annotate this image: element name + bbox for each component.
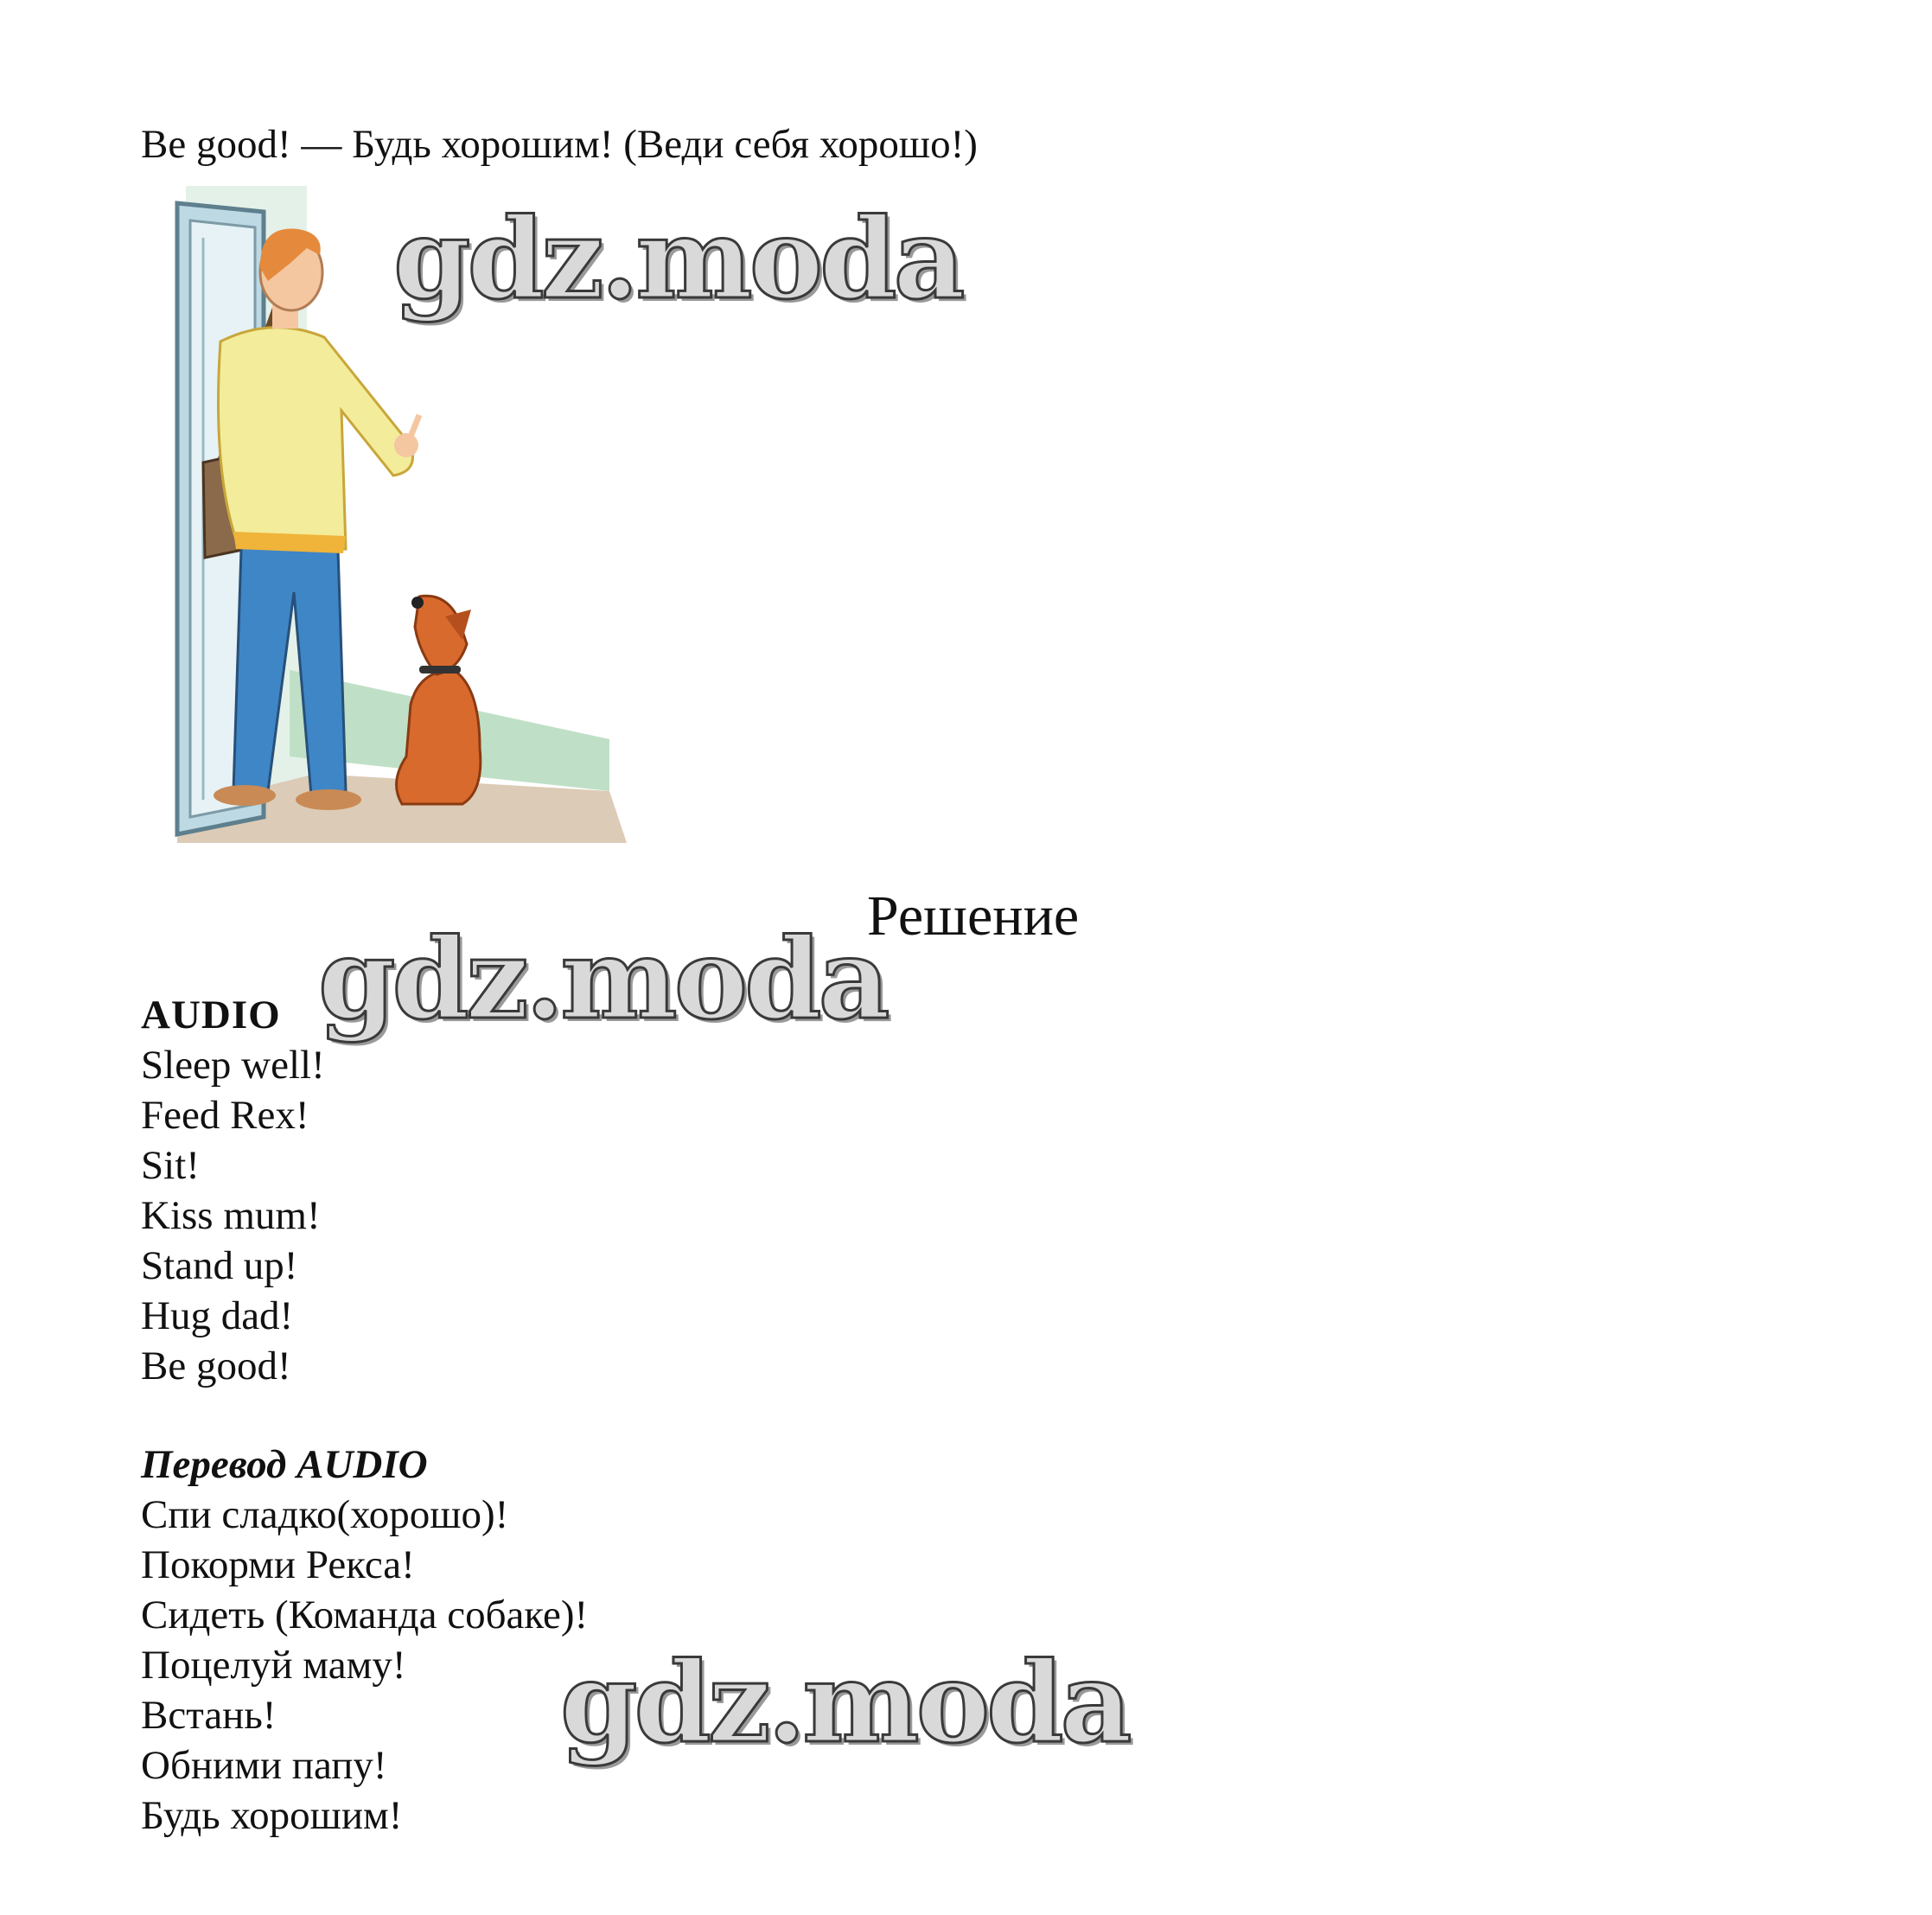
- caption-text: Be good! — Будь хорошим! (Веди себя хорошо!): [141, 122, 978, 167]
- translation-line: Встань!: [141, 1693, 277, 1738]
- hand: [394, 433, 418, 457]
- solution-heading: Решение: [867, 884, 1080, 948]
- translation-section: [141, 1439, 588, 1841]
- sweater: [219, 328, 413, 549]
- audio-title: AUDIO: [141, 993, 281, 1037]
- translation-line: Обними папу!: [141, 1743, 387, 1788]
- dog-collar: [419, 666, 461, 673]
- audio-line: Kiss mum!: [141, 1193, 321, 1238]
- shoe-left: [214, 785, 276, 806]
- shoe-right: [296, 789, 361, 810]
- audio-line: Be good!: [141, 1344, 291, 1388]
- dog-head: [415, 596, 467, 674]
- watermark: gdz.moda: [560, 1638, 1129, 1768]
- translation-title: Перевод AUDIO: [141, 1442, 428, 1487]
- audio-line: Sleep well!: [141, 1043, 325, 1088]
- translation-line: Покорми Рекса!: [141, 1542, 415, 1587]
- audio-line: Stand up!: [141, 1243, 298, 1288]
- audio-line: Feed Rex!: [141, 1093, 309, 1138]
- audio-line: Sit!: [141, 1143, 200, 1188]
- translation-line: Спи сладко(хорошо)!: [141, 1492, 509, 1537]
- watermark: gdz.moda: [318, 915, 887, 1044]
- translation-line: Сидеть (Команда собаке)!: [141, 1593, 589, 1637]
- translation-line: Будь хорошим!: [141, 1793, 403, 1838]
- translation-line: Поцелуй маму!: [141, 1643, 406, 1688]
- dog-nose: [411, 597, 424, 609]
- audio-line: Hug dad!: [141, 1293, 294, 1338]
- dog-body: [397, 670, 481, 804]
- watermark: gdz.moda: [393, 195, 962, 324]
- audio-section: [141, 990, 325, 1391]
